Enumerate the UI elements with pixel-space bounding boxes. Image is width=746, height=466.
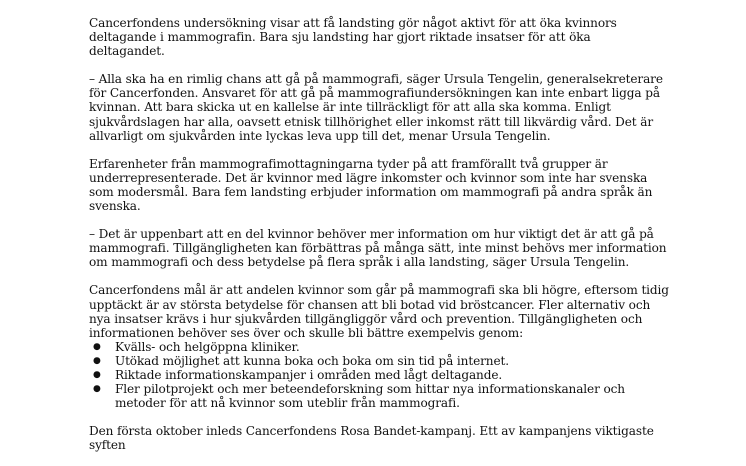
paragraph-intro: Cancerfondens undersökning visar att få landsting gör något aktivt för att öka kvinnors deltagande i mammografin. Bara sju landsting har gjort riktade insatser för att öka deltagandet. [89,16,617,59]
list-item-text: Riktade informationskampanjer i områden med lågt deltagande. [115,367,503,382]
document-page [89,0,669,466]
paragraph-campaign: Den första oktober inleds Cancerfondens Rosa Bandet-kampanj. Ett av kampanjens viktigaste syften [89,424,654,453]
list-item-text: Fler pilotprojekt och mer beteendeforskning som hittar nya informationskanaler och metoder för att nå kvinnor som uteblir från mammografi. [115,382,625,411]
paragraph-underrepresented-groups: Erfarenheter från mammografimottagningarna tyder på att framförallt två grupper är underrepresenterade. Det är kvinnor med lägre inkomster och kvinnor som inte har svenska som modersmål. Bara fem landsting erbjuder information om mammografi på andra språk än svenska. [89,156,653,214]
bullet-icon: ● [93,384,101,395]
list-item [89,354,669,368]
paragraph-quote-information: – Det är uppenbart att en del kvinnor behöver mer information om hur viktigt det är att gå på mammografi. Tillgängligheten kan förbättras på många sätt, inte minst behövs mer information om mammografi och dess betydelse på flera språk i alla landsting, säger Ursula Tengelin. [89,227,667,270]
list-item [89,382,669,410]
bullet-section [89,283,669,410]
bullet-icon: ● [93,355,101,366]
bullet-intro: Cancerfondens mål är att andelen kvinnor som går på mammografi ska bli högre, eftersom tidig upptäckt är av största betydelse för chansen att bli botad vid bröstcancer. Fler alternativ och nya insatser krävs i hur sjukvården tillgängliggör vård och prevention. Tillgängligheten och informationen behöver ses över och skulle bli bättre exempelvis genom: [89,283,669,340]
paragraph-quote-tengelin: – Alla ska ha en rimlig chans att gå på mammografi, säger Ursula Tengelin, generalsekreterare för Cancerfonden. Ansvaret för att gå på mammografiundersökningen kan inte enbart ligga på kvinnan. Att bara skicka ut en kallelse är inte tillräckligt för att alla ska komma. Enligt sjukvårdslagen har alla, oavsett etnisk tillhörighet eller inkomst rätt till likvärdig vård. Det är allvarligt om sjukvården inte lyckas leva upp till det, menar Ursula Tengelin. [89,72,663,143]
list-item-text: Utökad möjlighet att kunna boka och boka om sin tid på internet. [115,353,509,368]
bullet-icon: ● [93,341,101,352]
list-item [89,340,669,354]
list-item-text: Kvälls- och helgöppna kliniker. [115,339,300,354]
bullet-list [89,340,669,410]
bullet-icon: ● [93,369,101,380]
list-item [89,368,669,382]
